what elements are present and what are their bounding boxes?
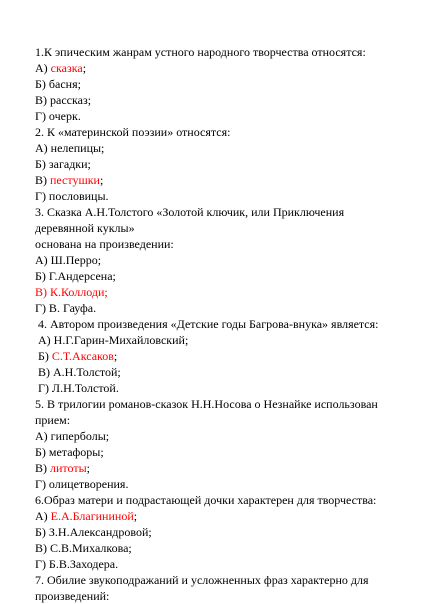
option-prefix: А) [35, 61, 51, 75]
q6-option-d: Г) Б.В.Заходера. [35, 557, 119, 571]
correct-answer: литоты [50, 461, 87, 475]
q1-option-d: Г) очерк. [35, 109, 81, 123]
q5-option-d: Г) олицетворения. [35, 477, 129, 491]
q6-option-b: Б) З.Н.Александровой; [35, 525, 152, 539]
correct-answer: Е.А.Благининой [50, 509, 134, 523]
option-prefix: Б) [38, 349, 52, 363]
question-5: 5. В трилогии романов-сказок Н.Н.Носова о Незнайке использован прием: [35, 397, 378, 427]
question-6: 6.Образ матери и подрастающей дочки характерен для творчества: [35, 493, 377, 507]
option-prefix: В) [35, 461, 50, 475]
q3-option-c-correct: В) К.Коллоди; [35, 285, 108, 299]
correct-answer: С.Т.Аксаков [51, 349, 114, 363]
option-suffix: ; [86, 461, 90, 475]
option-suffix: ; [82, 61, 87, 75]
option-suffix: ; [133, 509, 138, 523]
question-3: 3. Сказка А.Н.Толстого «Золотой ключик, или Приключения деревянной куклы» [35, 205, 345, 235]
question-2: 2. К «материнской поэзии» относятся: [35, 125, 231, 139]
q3-option-a: А) Ш.Перро; [35, 253, 102, 267]
option-suffix: ; [99, 173, 104, 187]
q1-option-c: В) рассказ; [35, 93, 92, 107]
q2-option-d: Г) пословицы. [35, 189, 109, 203]
q2-option-c [35, 172, 395, 188]
q3-option-d: Г) В. Гауфа. [35, 301, 97, 315]
q5-option-c [35, 460, 395, 476]
option-prefix: В) [35, 173, 50, 187]
q3-option-b: Б) Г.Андерсена; [35, 269, 116, 283]
q6-option-a [35, 508, 395, 524]
correct-answer: сказка [50, 61, 83, 75]
q1-option-b: Б) басня; [35, 77, 81, 91]
correct-answer: пестушки [50, 173, 100, 187]
q2-option-a: А) нелепицы; [35, 141, 105, 155]
q5-option-a: А) гиперболы; [35, 429, 110, 443]
option-prefix: А) [35, 509, 51, 523]
q4-option-c: В) А.Н.Толстой; [38, 365, 121, 379]
question-4: 4. Автором произведения «Детские годы Багрова-внука» является: [38, 317, 379, 331]
question-7: 7. Обилие звукоподражаний и усложненных фраз характерно для произведений: [35, 573, 369, 603]
q4-option-d: Г) Л.Н.Толстой. [38, 381, 119, 395]
question-1: 1.К эпическим жанрам устного народного творчества относятся: [35, 45, 366, 59]
q4-option-b [35, 348, 395, 364]
quiz-document [35, 44, 395, 604]
question-3-continuation: основана на произведении: [35, 237, 174, 251]
q6-option-c: В) С.В.Михалкова; [35, 541, 132, 555]
q1-option-a [35, 60, 395, 76]
option-suffix: ; [113, 349, 118, 363]
q5-option-b: Б) метафоры; [35, 445, 104, 459]
q4-option-a: А) Н.Г.Гарин-Михайловский; [38, 333, 189, 347]
q2-option-b: Б) загадки; [35, 157, 91, 171]
